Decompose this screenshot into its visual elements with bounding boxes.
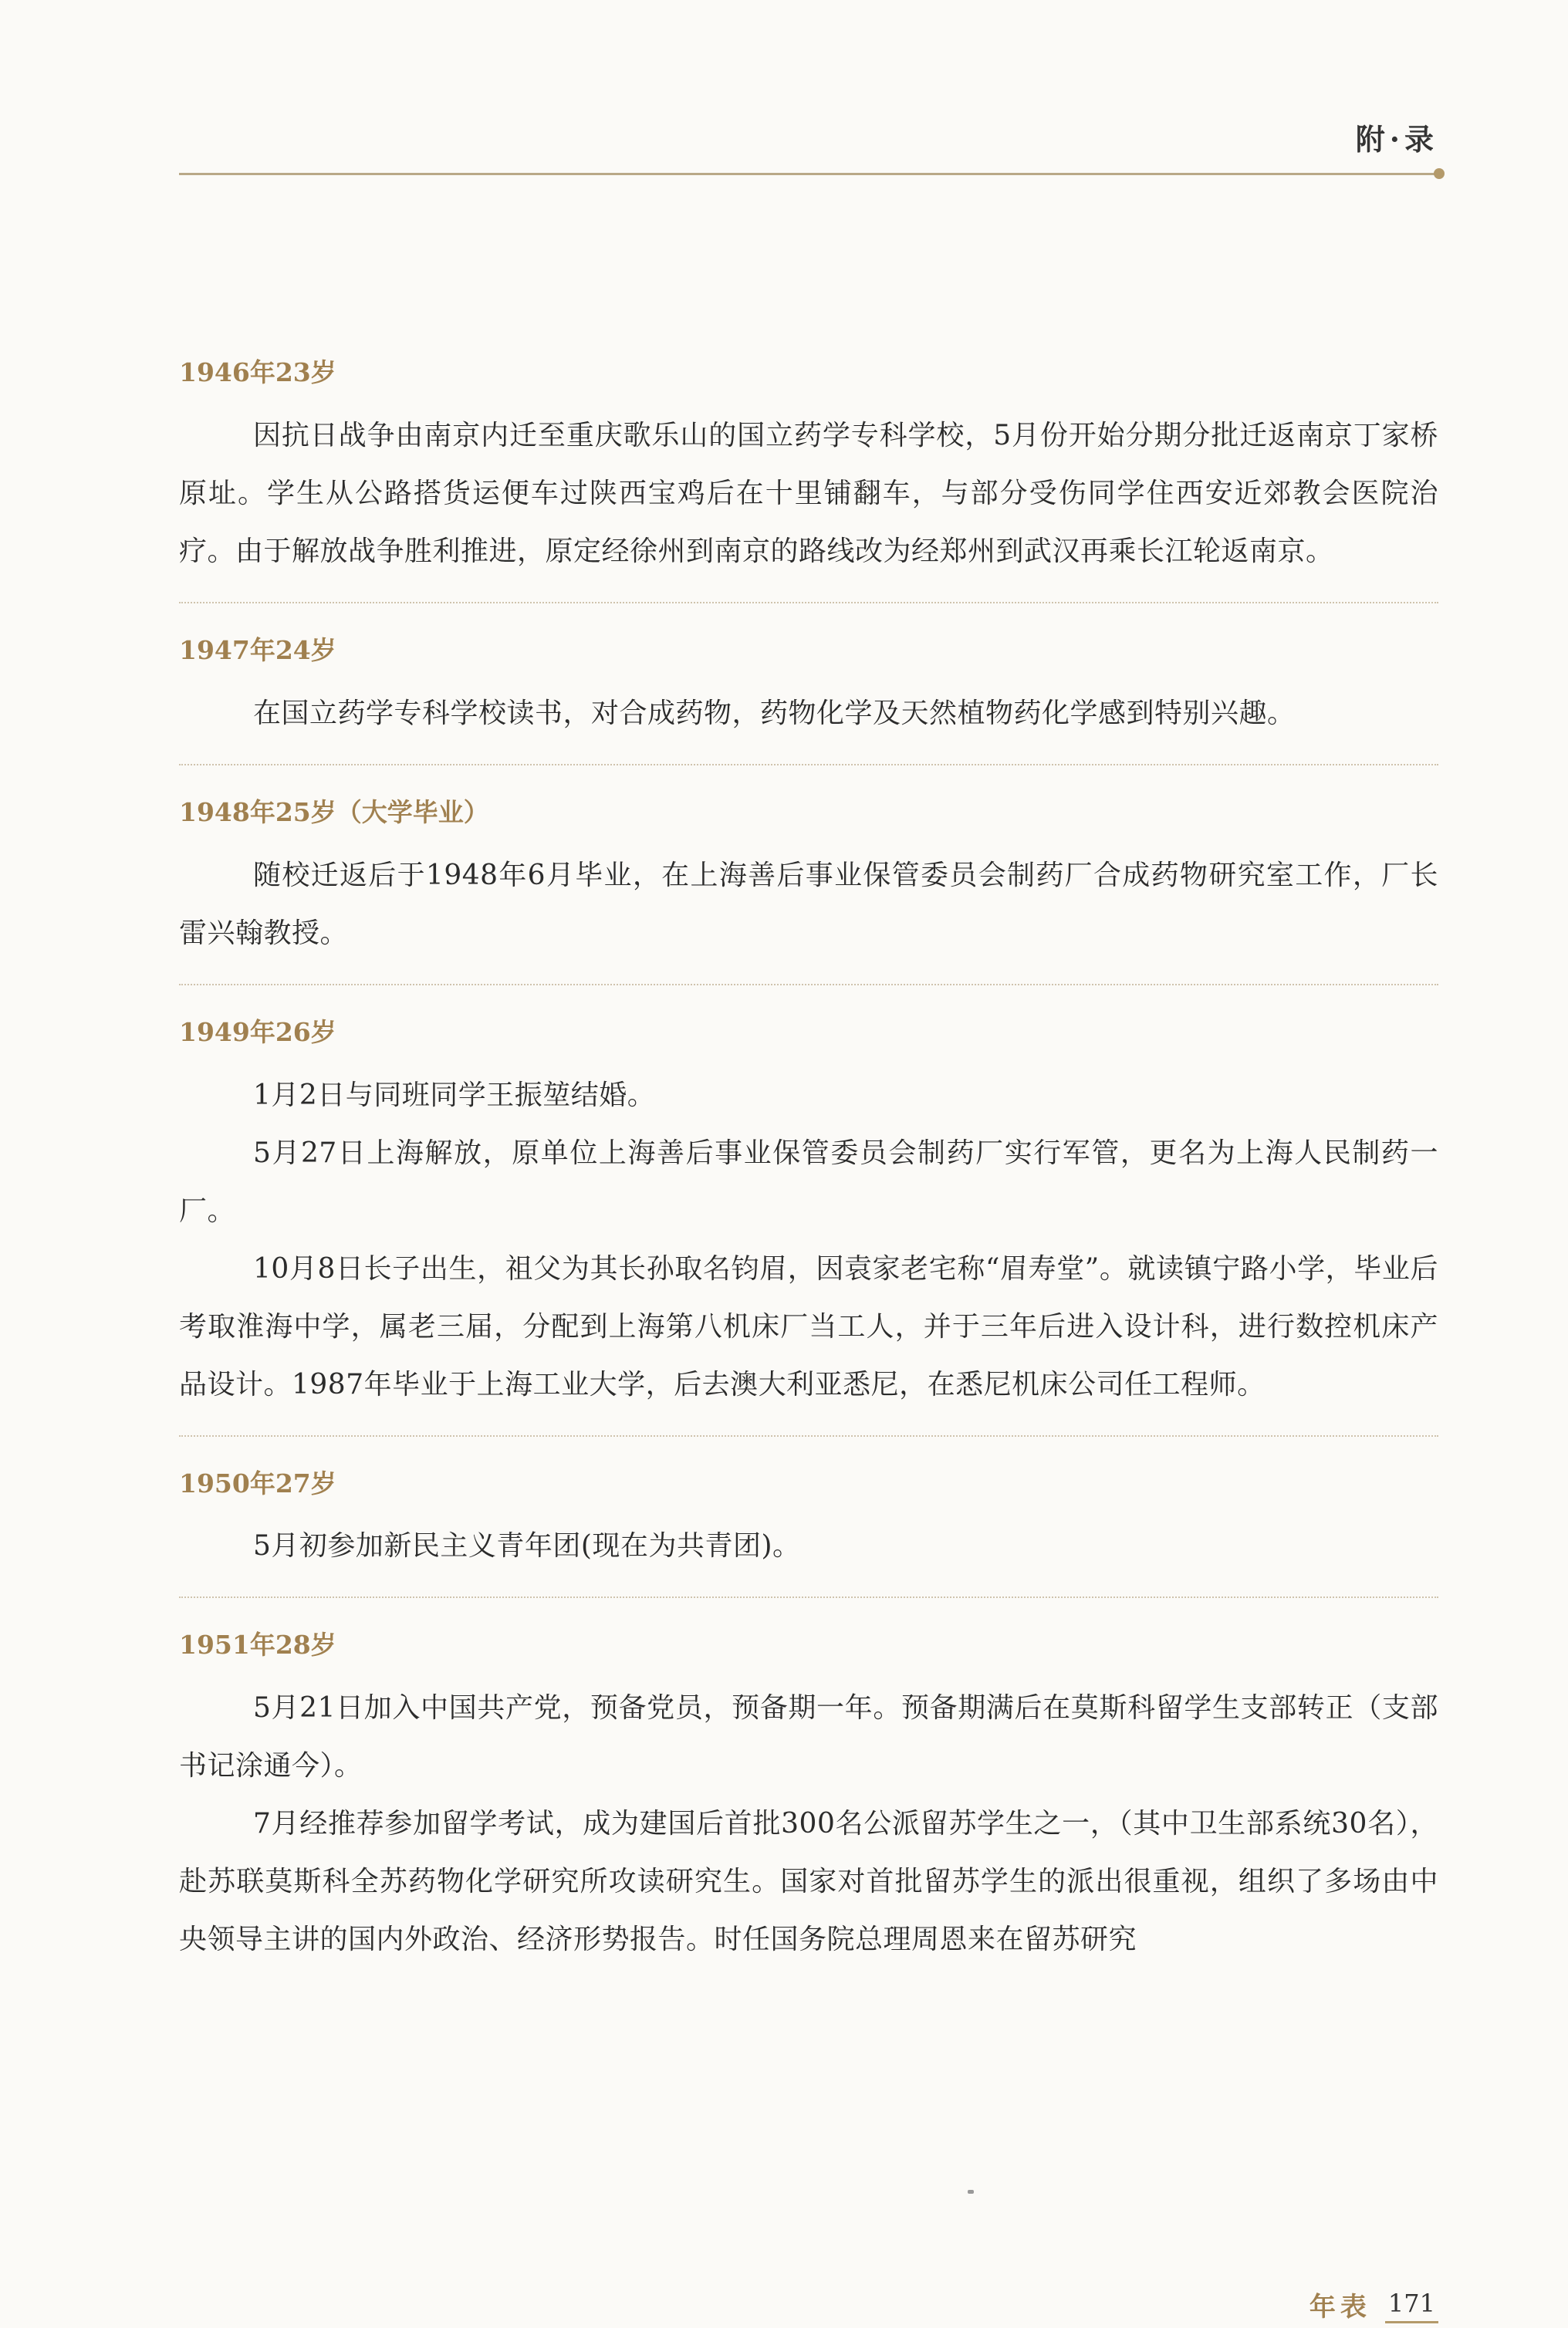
chronology-content [179, 356, 1438, 1968]
entry-heading: 1951年28岁 [179, 1630, 336, 1661]
entry-paragraph: 因抗日战争由南京内迁至重庆歌乐山的国立药学专科学校，5月份开始分期分批迁返南京丁家桥原址。学生从公路搭货运便车过陕西宝鸡后在十里铺翻车，与部分受伤同学住西安近郊教会医院治疗。由于解放战争胜利推进，原定经徐州到南京的路线改为经郑州到武汉再乘长江轮返南京。 [179, 419, 1438, 567]
footer-section-title: 年表 [1309, 2292, 1371, 2323]
entry-heading: 1947年24岁 [179, 634, 336, 665]
entry-separator [179, 1596, 1438, 1598]
entry-separator [179, 602, 1438, 603]
entry-heading: 1950年27岁 [179, 1468, 336, 1499]
entry-paragraph: 10月8日长子出生，祖父为其长孙取名钧眉，因袁家老宅称“眉寿堂”。就读镇宁路小学，毕业后考取淮海中学，属老三届，分配到上海第八机床厂当工人，并于三年后进入设计科，进行数控机床产品设计。1987年毕业于上海工业大学，后去澳大利亚悉尼，在悉尼机床公司任工程师。 [179, 1252, 1438, 1401]
page-footer [1309, 2286, 1438, 2323]
entry-heading: 1948年25岁（大学毕业） [179, 796, 489, 827]
page-number: 171 [1385, 2289, 1438, 2323]
entry-paragraph: 随校迁返后于1948年6月毕业，在上海善后事业保管委员会制药厂合成药物研究室工作，厂长雷兴翰教授。 [179, 859, 1438, 949]
entry-paragraph: 5月27日上海解放，原单位上海善后事业保管委员会制药厂实行军管，更名为上海人民制药一厂。 [179, 1137, 1438, 1227]
entry-heading: 1949年26岁 [179, 1016, 336, 1047]
entry-1949 [179, 1016, 1438, 1414]
entry-paragraph: 5月初参加新民主义青年团(现在为共青团)。 [253, 1530, 801, 1563]
entry-1947 [179, 634, 1438, 742]
entry-paragraph: 5月21日加入中国共产党，预备党员，预备期一年。预备期满后在莫斯科留学生支部转正（支部书记涂通今）。 [179, 1692, 1438, 1782]
entry-paragraph: 在国立药学专科学校读书，对合成药物，药物化学及天然植物药化学感到特别兴趣。 [253, 697, 1296, 729]
running-head: 附·录 [1355, 122, 1438, 157]
entry-separator [179, 1435, 1438, 1437]
entry-separator [179, 984, 1438, 985]
entry-1951 [179, 1629, 1438, 1968]
entry-separator [179, 764, 1438, 765]
entry-heading: 1946年23岁 [179, 357, 336, 387]
header-rule [179, 173, 1438, 175]
entry-1950 [179, 1468, 1438, 1576]
entry-1948 [179, 796, 1438, 962]
print-speck [968, 2190, 974, 2194]
header-rule-dot [1434, 168, 1445, 179]
entry-paragraph: 1月2日与同班同学王振堃结婚。 [253, 1079, 656, 1111]
entry-paragraph: 7月经推荐参加留学考试，成为建国后首批300名公派留苏学生之一，（其中卫生部系统30名），赴苏联莫斯科全苏药物化学研究所攻读研究生。国家对首批留苏学生的派出很重视，组织了多场由中央领导主讲的国内外政治、经济形势报告。时任国务院总理周恩来在留苏研究 [179, 1808, 1438, 1956]
entry-1946 [179, 356, 1438, 580]
